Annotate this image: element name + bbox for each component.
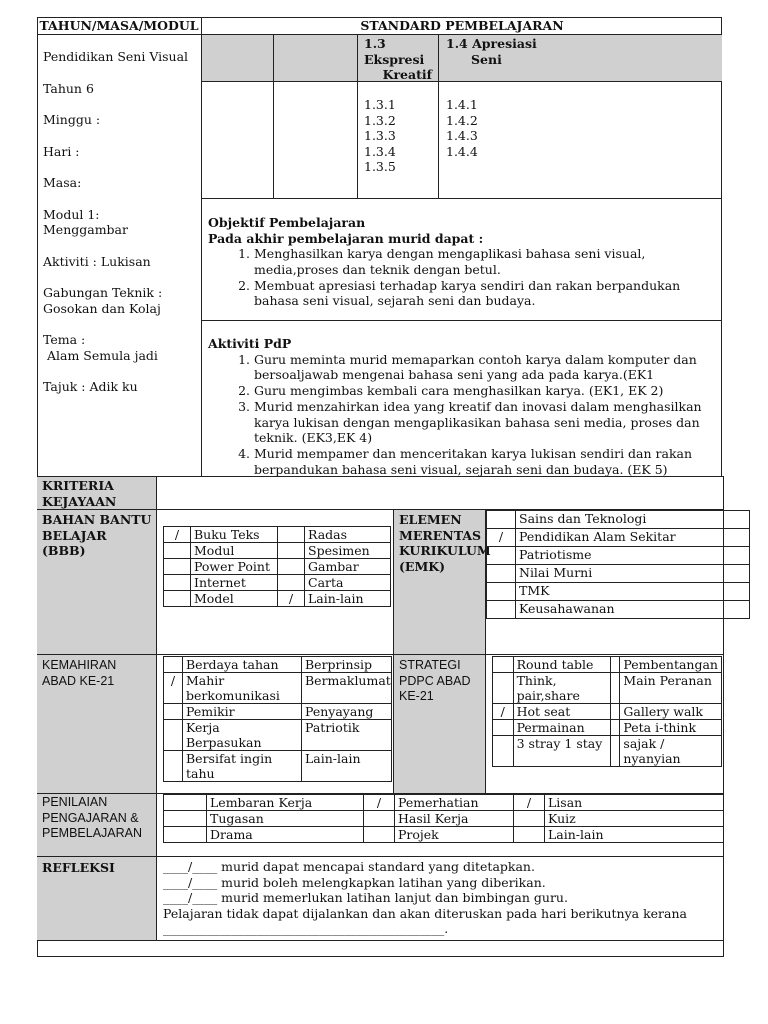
penilaian-mark: [514, 811, 545, 827]
penilaian-mark: [364, 827, 395, 843]
bbb-item: Carta: [305, 575, 391, 591]
kriteria-label: KRITERIA KEJAYAAN: [37, 477, 157, 509]
aktiviti-item: 3. Murid menzahirkan idea yang kreatif dan inovasi dalam menghasilkan karya lukisan dengan mengaplikasikan bahasa seni media, proses dan teknik. (EK3,EK 4): [254, 399, 716, 446]
emk-item: Pendidikan Alam Sekitar: [516, 529, 750, 547]
strategi-item: Gallery walk: [620, 704, 722, 720]
strategi-mark: [493, 736, 514, 767]
emk-mark: [487, 547, 516, 565]
bbb-item: Lain-lain: [305, 591, 391, 607]
aktiviti-title: Aktiviti PdP: [208, 336, 292, 351]
penilaian-mark: /: [514, 795, 545, 811]
bbb-item: Model: [191, 591, 278, 607]
strategi-mark: [611, 657, 620, 673]
emk-mark: [487, 601, 516, 619]
subject: Pendidikan Seni Visual: [43, 49, 189, 64]
abad-item: Mahir berkomunikasi: [183, 673, 302, 704]
penilaian-item: Kuiz: [545, 811, 724, 827]
penilaian-item: Lain-lain: [545, 827, 724, 843]
standard-col3-items: 1.3.1 1.3.2 1.3.3 1.3.4 1.3.5: [364, 97, 396, 174]
emk-item: Patriotisme: [516, 547, 750, 565]
abad-table: [163, 656, 392, 782]
day: Hari :: [43, 143, 80, 159]
penilaian-mark: [164, 827, 207, 843]
strategi-item: Permainan: [513, 720, 611, 736]
bbb-mark: [278, 527, 305, 543]
bbb-item: Gambar: [305, 559, 391, 575]
strategi-item: Main Peranan: [620, 673, 722, 704]
abad-item: Pemikir: [183, 704, 302, 720]
strategi-item: Think, pair,share: [513, 673, 611, 704]
module-name: Menggambar: [43, 222, 128, 237]
theme-value: Alam Semula jadi: [43, 347, 158, 363]
standard-col4-head: 1.4 Apresiasi Seni: [446, 36, 537, 67]
standard-col-2: [274, 35, 358, 198]
penilaian-mark: [364, 811, 395, 827]
bbb-label: BAHAN BANTU BELAJAR (BBB): [37, 510, 157, 654]
standard-col3-head: 1.3 Ekspresi Kreatif: [364, 36, 432, 82]
bbb-mark: [164, 575, 191, 591]
strategi-mark: [611, 736, 620, 767]
bbb-item: Modul: [191, 543, 278, 559]
strategi-item: Peta i-think: [620, 720, 722, 736]
abad-mark: /: [164, 673, 183, 704]
refleksi-line: Pelajaran tidak dapat dijalankan dan akan diteruskan pada hari berikutnya kerana: [163, 905, 687, 921]
bbb-item: Internet: [191, 575, 278, 591]
module: Modul 1:: [43, 206, 100, 222]
technique-label: Gabungan Teknik :: [43, 285, 163, 300]
abad-mark: [164, 751, 183, 782]
header-right-title: STANDARD PEMBELAJARAN: [202, 17, 722, 35]
penilaian-mark: /: [364, 795, 395, 811]
strategi-mark: [611, 673, 620, 704]
penilaian-item: Lisan: [545, 795, 724, 811]
abad-item: Bermaklumat: [302, 673, 392, 704]
bbb-mark: [164, 559, 191, 575]
emk-table: [486, 510, 750, 619]
objektif-list: [208, 246, 716, 309]
abad-item: Bersifat ingin tahu: [183, 751, 302, 782]
abad-label: KEMAHIRAN ABAD KE-21: [37, 655, 157, 793]
bbb-mark: [278, 543, 305, 559]
strategi-label: STRATEGI PDPC ABAD KE-21: [393, 655, 486, 793]
penilaian-table: [163, 794, 724, 843]
strategi-mark: [493, 673, 514, 704]
refleksi-line: ____/____ murid memerlukan latihan lanjut dan bimbingan guru.: [163, 890, 568, 905]
technique-value: Gosokan dan Kolaj: [43, 300, 161, 316]
objektif-section: [202, 198, 722, 320]
year: Tahun 6: [43, 80, 94, 96]
strategi-mark: [611, 720, 620, 736]
bbb-item: Buku Teks: [191, 527, 278, 543]
emk-mark: [487, 583, 516, 601]
penilaian-item: Projek: [395, 827, 514, 843]
theme-label: Tema :: [43, 332, 86, 347]
abad-item: Penyayang: [302, 704, 392, 720]
emk-label: ELEMEN MERENTAS KURIKULUM (EMK): [393, 510, 486, 654]
penilaian-mark: [514, 827, 545, 843]
bbb-mark: [278, 559, 305, 575]
refleksi-line: _____________________________________________.: [163, 921, 449, 936]
penilaian-item: Tugasan: [207, 811, 364, 827]
objektif-item: 1. Menghasilkan karya dengan mengaplikasi bahasa seni visual, media,proses dan teknik dengan betul.: [254, 246, 716, 278]
penilaian-item: Pemerhatian: [395, 795, 514, 811]
penilaian-item: Drama: [207, 827, 364, 843]
bbb-mark: /: [278, 591, 305, 607]
bbb-item: Power Point: [191, 559, 278, 575]
bbb-mark: [164, 591, 191, 607]
standard-col4-items: 1.4.1 1.4.2 1.4.3 1.4.4: [446, 97, 478, 159]
emk-item: Sains dan Teknologi: [516, 511, 750, 529]
strategi-item: 3 stray 1 stay: [513, 736, 611, 767]
penilaian-label: PENILAIAN PENGAJARAN & PEMBELAJARAN: [37, 794, 157, 856]
strategi-mark: /: [493, 704, 514, 720]
abad-mark: [164, 704, 183, 720]
strategi-mark: [493, 720, 514, 736]
bbb-table: [163, 526, 391, 607]
refleksi-text: [163, 859, 718, 937]
aktiviti-section: [202, 320, 722, 477]
strategi-item: sajak / nyanyian: [620, 736, 722, 767]
bbb-mark: [164, 543, 191, 559]
topic: Tajuk : Adik ku: [43, 379, 138, 394]
emk-item: TMK: [516, 583, 750, 601]
refleksi-label: REFLEKSI: [37, 857, 157, 940]
emk-mark: [487, 511, 516, 529]
penilaian-item: Lembaran Kerja: [207, 795, 364, 811]
emk-item: Nilai Murni: [516, 565, 750, 583]
refleksi-line: ____/____ murid boleh melengkapkan latihan yang diberikan.: [163, 874, 546, 890]
bbb-mark: /: [164, 527, 191, 543]
strategi-item: Round table: [513, 657, 611, 673]
aktiviti-item: 1. Guru meminta murid memaparkan contoh karya dalam komputer dan bersoaljawab mengenai bahasa seni yang ada pada karya.(EK1: [254, 352, 716, 384]
penilaian-item: Hasil Kerja: [395, 811, 514, 827]
aktiviti-item: 2. Guru mengimbas kembali cara menghasilkan karya. (EK1, EK 2): [254, 383, 716, 399]
bbb-mark: [278, 575, 305, 591]
footer-strip: [37, 940, 724, 957]
standard-col-1: [202, 35, 274, 198]
objektif-title: Objektif Pembelajaran: [208, 215, 366, 230]
emk-mark: [487, 565, 516, 583]
bbb-item: Radas: [305, 527, 391, 543]
abad-mark: [164, 657, 183, 673]
strategi-mark: [493, 657, 514, 673]
refleksi-line: ____/____ murid dapat mencapai standard yang ditetapkan.: [163, 859, 535, 874]
abad-item: Berdaya tahan: [183, 657, 302, 673]
week: Minggu :: [43, 112, 101, 127]
penilaian-mark: [164, 811, 207, 827]
abad-item: Berprinsip: [302, 657, 392, 673]
strategi-mark: [611, 704, 620, 720]
aktiviti-list: [208, 352, 716, 478]
aktiviti-item: 4. Murid mempamer dan menceritakan karya lukisan sendiri dan rakan berpandukan bahasa seni visual, sejarah seni dan budaya. (EK 5): [254, 446, 716, 478]
header-left-title: TAHUN/MASA/MODUL: [37, 17, 202, 35]
abad-mark: [164, 720, 183, 751]
activity: Aktiviti : Lukisan: [43, 253, 151, 269]
strategi-table: [492, 656, 722, 767]
abad-item: Lain-lain: [302, 751, 392, 782]
abad-item: Patriotik: [302, 720, 392, 751]
abad-item: Kerja Berpasukan: [183, 720, 302, 751]
objektif-item: 2. Membuat apresiasi terhadap karya sendiri dan rakan berpandukan bahasa seni visual, sejarah seni dan budaya.: [254, 278, 716, 310]
objektif-subtitle: Pada akhir pembelajaran murid dapat :: [208, 230, 484, 246]
penilaian-mark: [164, 795, 207, 811]
strategi-item: Pembentangan: [620, 657, 722, 673]
emk-item: Keusahawanan: [516, 601, 750, 619]
time: Masa:: [43, 175, 82, 190]
emk-mark: /: [487, 529, 516, 547]
left-info-column: [37, 35, 202, 477]
strategi-item: Hot seat: [513, 704, 611, 720]
bbb-item: Spesimen: [305, 543, 391, 559]
